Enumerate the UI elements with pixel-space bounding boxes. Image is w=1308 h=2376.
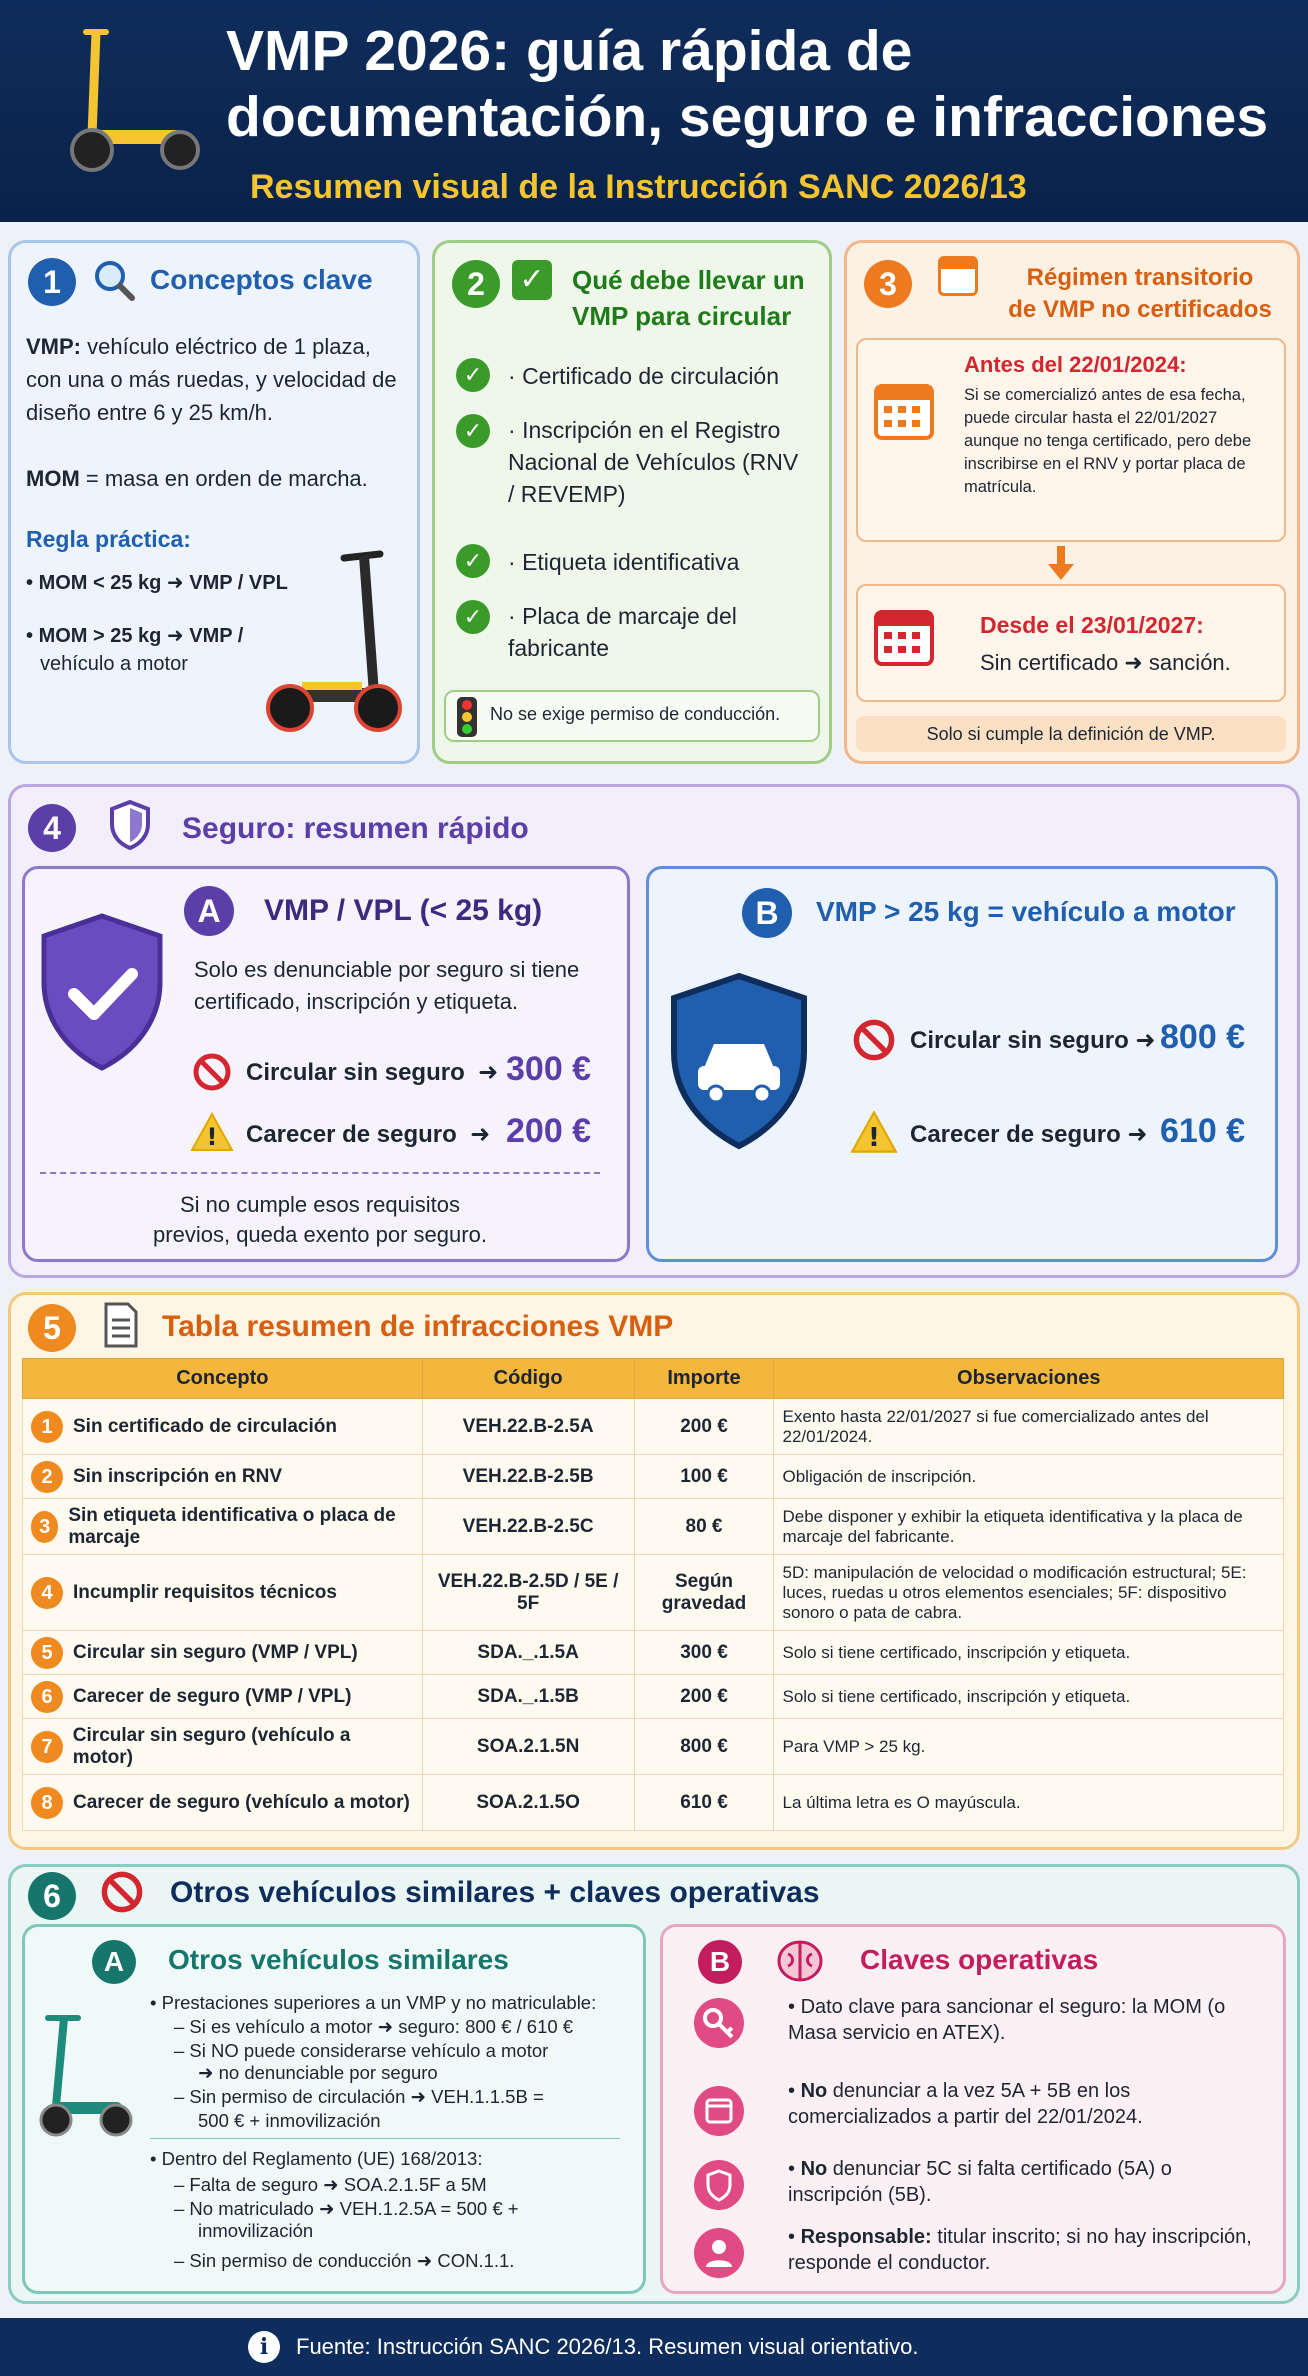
code-cell: SOA.2.1.5O bbox=[422, 1775, 634, 1831]
check-icon: ✓ bbox=[456, 600, 490, 634]
calendar-icon bbox=[872, 604, 936, 668]
similar-line: – No matriculado ➜ VEH.1.2.5A = 500 € + bbox=[174, 2198, 519, 2219]
section-title-1: Conceptos clave bbox=[150, 264, 373, 295]
code-cell: SDA._.1.5A bbox=[422, 1631, 634, 1675]
concept-cell: 7 Circular sin seguro (vehículo a motor) bbox=[23, 1719, 423, 1775]
mom-definition: MOM = masa en orden de marcha. bbox=[26, 466, 368, 491]
observation-cell: Debe disponer y exhibir la etiqueta identificativa y la placa de marcaje del fabricante. bbox=[774, 1499, 1284, 1555]
magnifier-icon bbox=[92, 258, 136, 302]
person-icon bbox=[694, 2228, 744, 2278]
section-title-5: Tabla resumen de infracciones VMP bbox=[162, 1310, 674, 1343]
before-date-title: Antes del 22/01/2024: bbox=[964, 352, 1187, 377]
subsection-letter-b: B bbox=[698, 1940, 742, 1984]
after-date-text: Sin certificado ➜ sanción. bbox=[980, 650, 1231, 675]
calendar-icon bbox=[938, 256, 978, 296]
insurance-b-fine2-amount: 610 € bbox=[1160, 1112, 1246, 1150]
observation-cell: Solo si tiene certificado, inscripción y etiqueta. bbox=[774, 1675, 1284, 1719]
shield-icon bbox=[108, 800, 152, 850]
insurance-b-fine1-amount: 800 € bbox=[1160, 1018, 1246, 1056]
section-number-5: 5 bbox=[28, 1304, 76, 1352]
calendar-icon bbox=[694, 2086, 744, 2136]
similar-line: – Si es vehículo a motor ➜ seguro: 800 € / 610 € bbox=[174, 2016, 574, 2037]
check-icon: ✓ bbox=[456, 544, 490, 578]
table-header-row bbox=[23, 1359, 1284, 1399]
amount-cell: 100 € bbox=[634, 1455, 774, 1499]
amount-cell: 610 € bbox=[634, 1775, 774, 1831]
operational-key-4: • Responsable: titular inscrito; si no hay inscripción, responde el conductor. bbox=[788, 2226, 1252, 2274]
shield-check-icon bbox=[36, 912, 168, 1072]
column-header: Observaciones bbox=[774, 1359, 1284, 1399]
row-number: 4 bbox=[31, 1577, 63, 1609]
row-number: 1 bbox=[31, 1411, 63, 1443]
observation-cell: Obligación de inscripción. bbox=[774, 1455, 1284, 1499]
observation-cell: 5D: manipulación de velocidad o modificación estructural; 5E: luces, ruedas u otros elementos esenciales; 5F: dispositivo sonoro o pata de cabra. bbox=[774, 1555, 1284, 1631]
shield-icon bbox=[694, 2160, 744, 2210]
warning-icon bbox=[190, 1112, 234, 1152]
check-icon: ✓ bbox=[456, 358, 490, 392]
column-header: Importe bbox=[634, 1359, 774, 1399]
requirement-item: · Etiqueta identificativa bbox=[508, 549, 740, 575]
column-header: Concepto bbox=[23, 1359, 423, 1399]
svg-text:!: ! bbox=[868, 1123, 880, 1154]
license-note: No se exige permiso de conducción. bbox=[490, 704, 781, 724]
code-cell: VEH.22.B-2.5D / 5E / 5F bbox=[422, 1555, 634, 1631]
operational-key-2: • No denunciar a la vez 5A + 5B en los comercializados a partir del 22/01/2024. bbox=[788, 2080, 1143, 2128]
insurance-b-title: VMP > 25 kg = vehículo a motor bbox=[816, 896, 1236, 927]
rule-item-1: • MOM < 25 kg ➜ VMP / VPL bbox=[26, 572, 288, 594]
concept-cell: 8 Carecer de seguro (vehículo a motor) bbox=[23, 1775, 423, 1831]
prohibited-icon bbox=[100, 1870, 144, 1914]
brain-icon bbox=[776, 1938, 824, 1984]
observation-cell: Exento hasta 22/01/2027 si fue comercializado antes del 22/01/2024. bbox=[774, 1399, 1284, 1455]
table-row bbox=[23, 1775, 1284, 1831]
insurance-a-note: Si no cumple esos requisitos previos, queda exento por seguro. bbox=[153, 1192, 487, 1247]
row-number: 7 bbox=[31, 1731, 63, 1763]
code-cell: VEH.22.B-2.5C bbox=[422, 1499, 634, 1555]
subsection-letter-a: A bbox=[92, 1940, 136, 1984]
document-icon bbox=[102, 1302, 140, 1348]
concept-cell: 6 Carecer de seguro (VMP / VPL) bbox=[23, 1675, 423, 1719]
prohibited-icon bbox=[192, 1052, 232, 1092]
transitional-note: Solo si cumple la definición de VMP. bbox=[856, 716, 1286, 752]
rule-item-2: • MOM > 25 kg ➜ VMP / vehículo a motor bbox=[26, 625, 244, 675]
rule-title: Regla práctica: bbox=[26, 526, 191, 552]
section-number-1: 1 bbox=[28, 258, 76, 306]
similar-line: 500 € + inmovilización bbox=[198, 2110, 381, 2131]
row-number: 5 bbox=[31, 1637, 63, 1669]
traffic-light-icon bbox=[456, 696, 478, 738]
section-number-6: 6 bbox=[28, 1872, 76, 1920]
amount-cell: 80 € bbox=[634, 1499, 774, 1555]
table-row bbox=[23, 1555, 1284, 1631]
row-number: 6 bbox=[31, 1681, 63, 1713]
table-row bbox=[23, 1455, 1284, 1499]
car-shield-icon bbox=[664, 972, 814, 1152]
footer bbox=[0, 2318, 1308, 2376]
footer-source: Fuente: Instrucción SANC 2026/13. Resumen visual orientativo. bbox=[296, 2334, 919, 2359]
requirement-item: · Certificado de circulación bbox=[508, 363, 780, 389]
similar-vehicles-title: Otros vehículos similares bbox=[168, 1944, 509, 1975]
similar-line: – Sin permiso de circulación ➜ VEH.1.1.5B = bbox=[174, 2086, 544, 2107]
code-cell: SDA._.1.5B bbox=[422, 1675, 634, 1719]
concept-cell: 3 Sin etiqueta identificativa o placa de marcaje bbox=[23, 1499, 423, 1555]
header bbox=[0, 0, 1308, 222]
svg-text:!: ! bbox=[206, 1123, 218, 1151]
insurance-b-fine2-label: Carecer de seguro ➜ bbox=[910, 1121, 1148, 1148]
insurance-a-title: VMP / VPL (< 25 kg) bbox=[264, 894, 543, 927]
observation-cell: La última letra es O mayúscula. bbox=[774, 1775, 1284, 1831]
table-row bbox=[23, 1675, 1284, 1719]
amount-cell: Según gravedad bbox=[634, 1555, 774, 1631]
page-title: VMP 2026: guía rápida de documentación, seguro e infracciones bbox=[226, 19, 1269, 149]
amount-cell: 200 € bbox=[634, 1675, 774, 1719]
scooter-icon bbox=[262, 544, 412, 744]
requirement-item: · Inscripción en el Registro Nacional de Vehículos (RNV / REVEMP) bbox=[508, 417, 799, 507]
info-icon: i bbox=[248, 2331, 280, 2363]
insurance-a-fine2-label: Carecer de seguro ➜ bbox=[246, 1121, 491, 1148]
section-title-3: Régimen transitorio de VMP no certificados bbox=[1008, 264, 1272, 323]
table-row bbox=[23, 1719, 1284, 1775]
divider bbox=[150, 2138, 620, 2139]
arrow-down-icon bbox=[1046, 546, 1076, 582]
concept-cell: 1 Sin certificado de circulación bbox=[23, 1399, 423, 1455]
subsection-letter-b: B bbox=[742, 888, 792, 938]
table-row bbox=[23, 1399, 1284, 1455]
insurance-a-desc: Solo es denunciable por seguro si tiene certificado, inscripción y etiqueta. bbox=[194, 957, 580, 1014]
insurance-a-fine2-amount: 200 € bbox=[506, 1112, 592, 1150]
checkbox-icon: ✓ bbox=[512, 260, 552, 300]
code-cell: VEH.22.B-2.5A bbox=[422, 1399, 634, 1455]
scooter-icon bbox=[62, 24, 202, 174]
table-row bbox=[23, 1631, 1284, 1675]
section-title-4: Seguro: resumen rápido bbox=[182, 812, 529, 845]
similar-line: – Sin permiso de conducción ➜ CON.1.1. bbox=[174, 2250, 515, 2271]
insurance-a-fine1-label: Circular sin seguro ➜ bbox=[246, 1059, 499, 1086]
insurance-a-fine1-amount: 300 € bbox=[506, 1050, 592, 1088]
warning-icon bbox=[850, 1110, 898, 1154]
column-header: Código bbox=[422, 1359, 634, 1399]
vmp-definition: VMP: vehículo eléctrico de 1 plaza, con una o más ruedas, y velocidad de diseño entre 6 y 25 km/h. bbox=[26, 334, 397, 425]
observation-cell: Solo si tiene certificado, inscripción y etiqueta. bbox=[774, 1631, 1284, 1675]
requirement-item: · Placa de marcaje del fabricante bbox=[508, 603, 737, 661]
key-icon bbox=[694, 1998, 744, 2048]
similar-line: inmovilización bbox=[198, 2220, 314, 2241]
similar-line: – Falta de seguro ➜ SOA.2.1.5F a 5M bbox=[174, 2174, 487, 2195]
before-date-text: Si se comercializó antes de esa fecha, puede circular hasta el 22/01/2027 aunque no tenga certificado, pero debe inscribirse en el RNV y portar placa de matrícula. bbox=[964, 386, 1252, 496]
amount-cell: 300 € bbox=[634, 1631, 774, 1675]
section-number-2: 2 bbox=[452, 260, 500, 308]
similar-line: ➜ no denunciable por seguro bbox=[198, 2062, 438, 2083]
insurance-b-fine1-label: Circular sin seguro ➜ bbox=[910, 1027, 1156, 1054]
prohibited-icon bbox=[852, 1018, 896, 1062]
page-subtitle: Resumen visual de la Instrucción SANC 2026/13 bbox=[250, 168, 1027, 206]
section-title-6: Otros vehículos similares + claves operativas bbox=[170, 1876, 820, 1909]
section-number-3: 3 bbox=[864, 260, 912, 308]
scooter-icon bbox=[34, 2010, 134, 2140]
amount-cell: 800 € bbox=[634, 1719, 774, 1775]
section-number-4: 4 bbox=[28, 804, 76, 852]
operational-key-3: • No denunciar 5C si falta certificado (5A) o inscripción (5B). bbox=[788, 2158, 1172, 2206]
code-cell: VEH.22.B-2.5B bbox=[422, 1455, 634, 1499]
calendar-icon bbox=[872, 378, 936, 442]
amount-cell: 200 € bbox=[634, 1399, 774, 1455]
after-date-title: Desde el 23/01/2027: bbox=[980, 612, 1204, 638]
similar-line: • Dentro del Reglamento (UE) 168/2013: bbox=[150, 2148, 483, 2169]
row-number: 8 bbox=[31, 1787, 63, 1819]
similar-line: – Si NO puede considerarse vehículo a motor bbox=[174, 2040, 549, 2061]
check-icon: ✓ bbox=[456, 414, 490, 448]
infractions-table bbox=[22, 1358, 1284, 1831]
concept-cell: 4 Incumplir requisitos técnicos bbox=[23, 1555, 423, 1631]
concept-cell: 2 Sin inscripción en RNV bbox=[23, 1455, 423, 1499]
observation-cell: Para VMP > 25 kg. bbox=[774, 1719, 1284, 1775]
divider bbox=[40, 1172, 600, 1174]
code-cell: SOA.2.1.5N bbox=[422, 1719, 634, 1775]
operational-keys-title: Claves operativas bbox=[860, 1944, 1099, 1975]
operational-key-1: • Dato clave para sancionar el seguro: la MOM (o Masa servicio en ATEX). bbox=[788, 1996, 1226, 2044]
row-number: 3 bbox=[31, 1511, 58, 1543]
similar-line: • Prestaciones superiores a un VMP y no matriculable: bbox=[150, 1992, 597, 2013]
row-number: 2 bbox=[31, 1461, 63, 1493]
subsection-letter-a: A bbox=[184, 886, 234, 936]
concept-cell: 5 Circular sin seguro (VMP / VPL) bbox=[23, 1631, 423, 1675]
section-title-2: Qué debe llevar un VMP para circular bbox=[572, 265, 805, 331]
table-row bbox=[23, 1499, 1284, 1555]
